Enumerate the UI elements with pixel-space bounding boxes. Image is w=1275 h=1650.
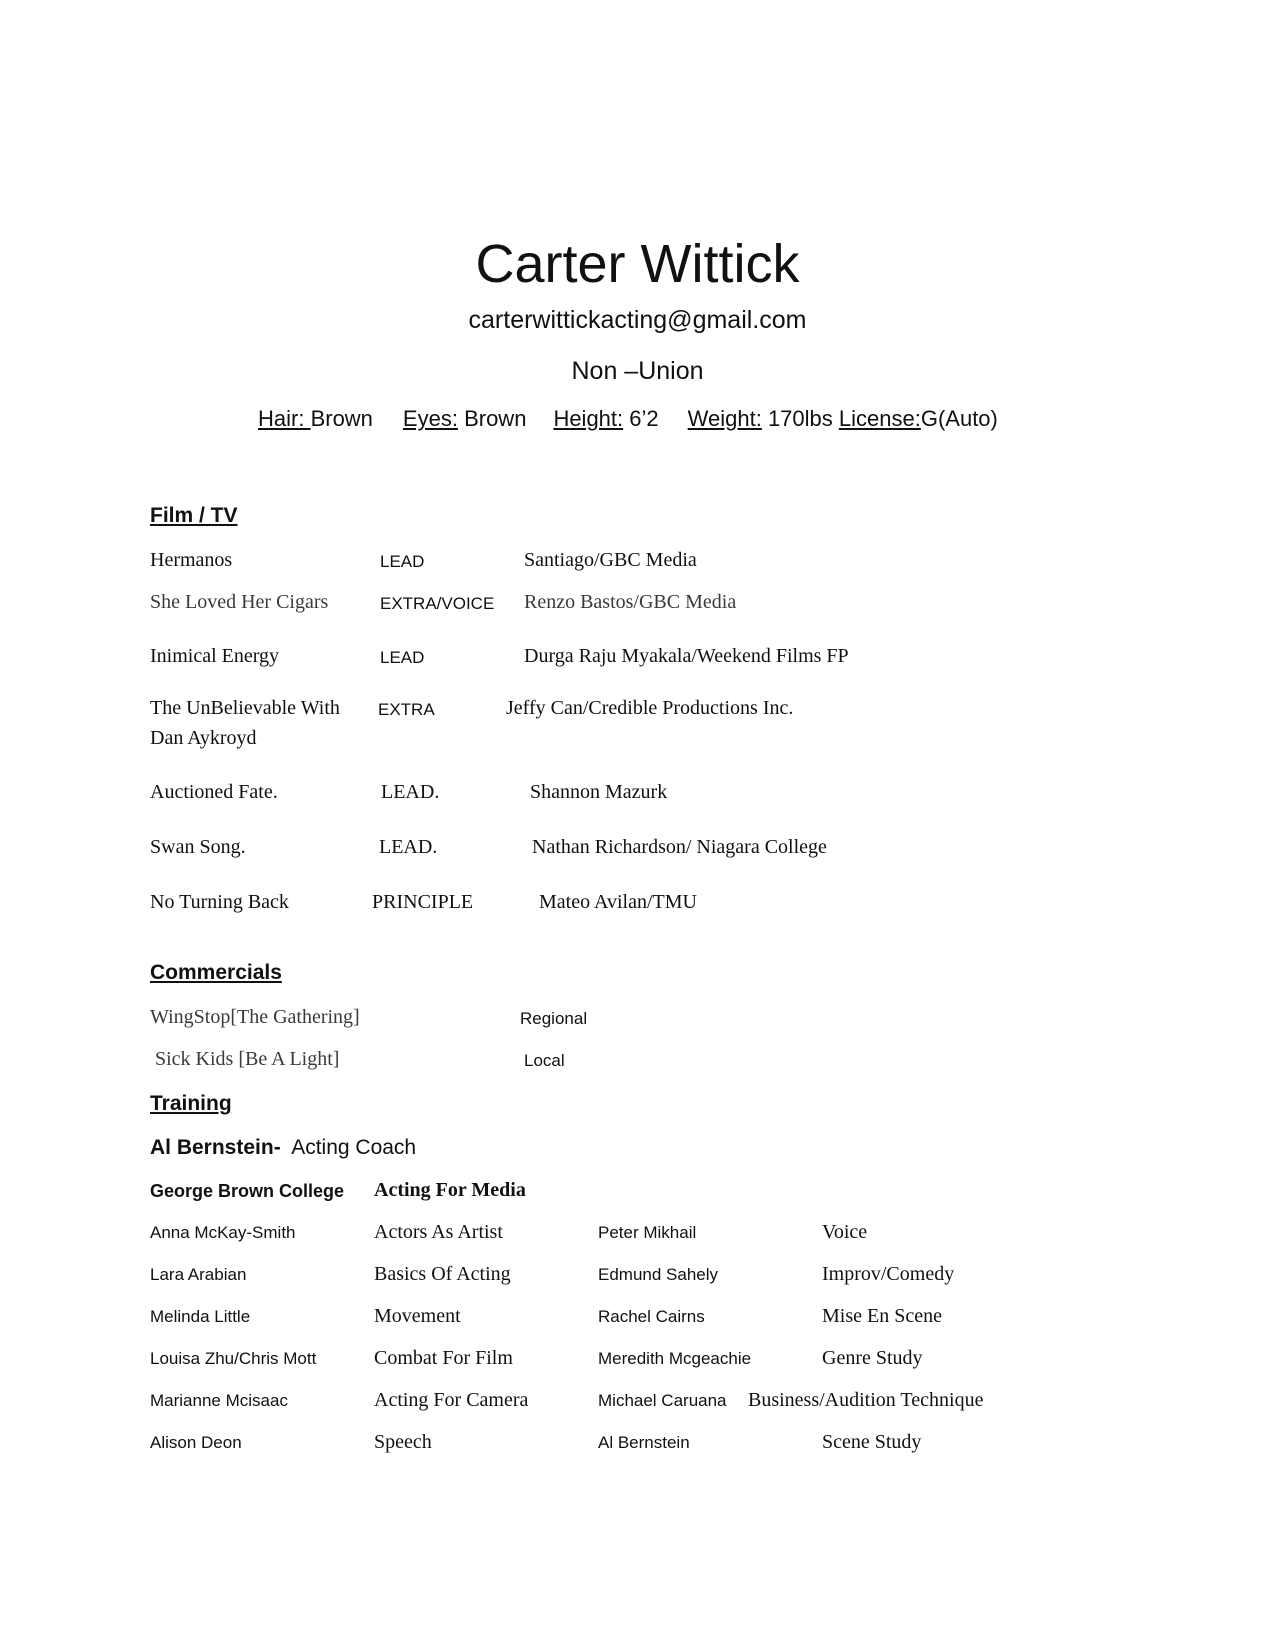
film-director: Santiago/GBC Media [524, 549, 697, 571]
hair-label: Hair: [258, 406, 311, 431]
film-director: Durga Raju Myakala/Weekend Films FP [524, 645, 849, 667]
class-name: Acting For Camera [374, 1389, 529, 1411]
teacher-name: Marianne Mcisaac [150, 1391, 288, 1410]
acting-coach [150, 1136, 416, 1160]
class-name: Actors As Artist [374, 1221, 503, 1243]
teacher-name: Rachel Cairns [598, 1307, 705, 1326]
class-name: Genre Study [822, 1347, 923, 1369]
coach-name: Al Bernstein- [150, 1136, 281, 1159]
teacher-name: Lara Arabian [150, 1265, 247, 1284]
class-name: Scene Study [822, 1431, 922, 1453]
film-title: The UnBelievable With [150, 697, 340, 719]
commercial-title: WingStop[The Gathering] [150, 1006, 360, 1028]
film-role: PRINCIPLE [372, 891, 474, 913]
teacher-name: Melinda Little [150, 1307, 251, 1326]
film-title: Hermanos [150, 549, 233, 571]
commercial-type: Local [524, 1051, 565, 1070]
union-status: Non –Union [571, 357, 704, 385]
height-label: Height: [553, 406, 624, 431]
class-name: Speech [374, 1431, 432, 1453]
class-name: Mise En Scene [822, 1305, 942, 1327]
height-value: 6’2 [623, 406, 659, 431]
film-role: LEAD. [379, 836, 438, 858]
commercial-title: Sick Kids [Be A Light] [155, 1048, 340, 1070]
license-label: License: [838, 406, 921, 431]
film-title: No Turning Back [150, 891, 289, 913]
film-role: EXTRA [378, 700, 435, 719]
weight-label: Weight: [687, 406, 762, 431]
eyes-label: Eyes: [402, 406, 458, 431]
training-heading: Training [150, 1092, 232, 1115]
class-name: Combat For Film [374, 1347, 513, 1369]
film-director: Mateo Avilan/TMU [539, 891, 697, 913]
film-tv-heading: Film / TV [150, 504, 238, 527]
weight-value: 170lbs [761, 406, 839, 431]
film-title-line2: Dan Aykroyd [150, 727, 257, 749]
film-director: Nathan Richardson/ Niagara College [532, 836, 827, 858]
class-name: Basics Of Acting [374, 1263, 511, 1285]
class-name: Voice [822, 1221, 868, 1243]
teacher-name: Louisa Zhu/Chris Mott [150, 1349, 317, 1368]
actor-name: Carter Wittick [475, 234, 800, 294]
film-role: LEAD [380, 648, 425, 667]
film-role: LEAD. [381, 781, 440, 803]
coach-role: Acting Coach [280, 1136, 417, 1159]
class-name: Business/Audition Technique [748, 1389, 984, 1411]
film-director: Jeffy Can/Credible Productions Inc. [506, 697, 794, 719]
class-name: Movement [374, 1305, 461, 1327]
film-title: Auctioned Fate. [150, 781, 278, 803]
hair-value: Brown [310, 406, 373, 431]
class-name: Improv/Comedy [822, 1263, 955, 1285]
commercial-type: Regional [520, 1009, 588, 1028]
teacher-name: Anna McKay-Smith [150, 1223, 296, 1242]
teacher-name: Al Bernstein [598, 1433, 690, 1452]
license-value: G(Auto) [920, 406, 998, 431]
eyes-value: Brown [457, 406, 527, 431]
film-role: EXTRA/VOICE [380, 594, 495, 613]
program-name: Acting For Media [374, 1179, 526, 1201]
film-title: Swan Song. [150, 836, 246, 858]
teacher-name: Alison Deon [150, 1433, 242, 1452]
school-name: George Brown College [150, 1181, 345, 1201]
email-address: carterwittickacting@gmail.com [468, 306, 807, 334]
teacher-name: Edmund Sahely [598, 1265, 719, 1284]
teacher-name: Meredith Mcgeachie [598, 1349, 752, 1368]
film-role: LEAD [380, 552, 425, 571]
film-title: Inimical Energy [150, 645, 280, 667]
teacher-name: Peter Mikhail [598, 1223, 697, 1242]
film-title: She Loved Her Cigars [150, 591, 329, 613]
commercials-heading: Commercials [150, 961, 282, 984]
film-director: Renzo Bastos/GBC Media [524, 591, 737, 613]
film-director: Shannon Mazurk [530, 781, 668, 803]
physical-stats [258, 406, 1018, 432]
teacher-name: Michael Caruana [598, 1391, 727, 1410]
